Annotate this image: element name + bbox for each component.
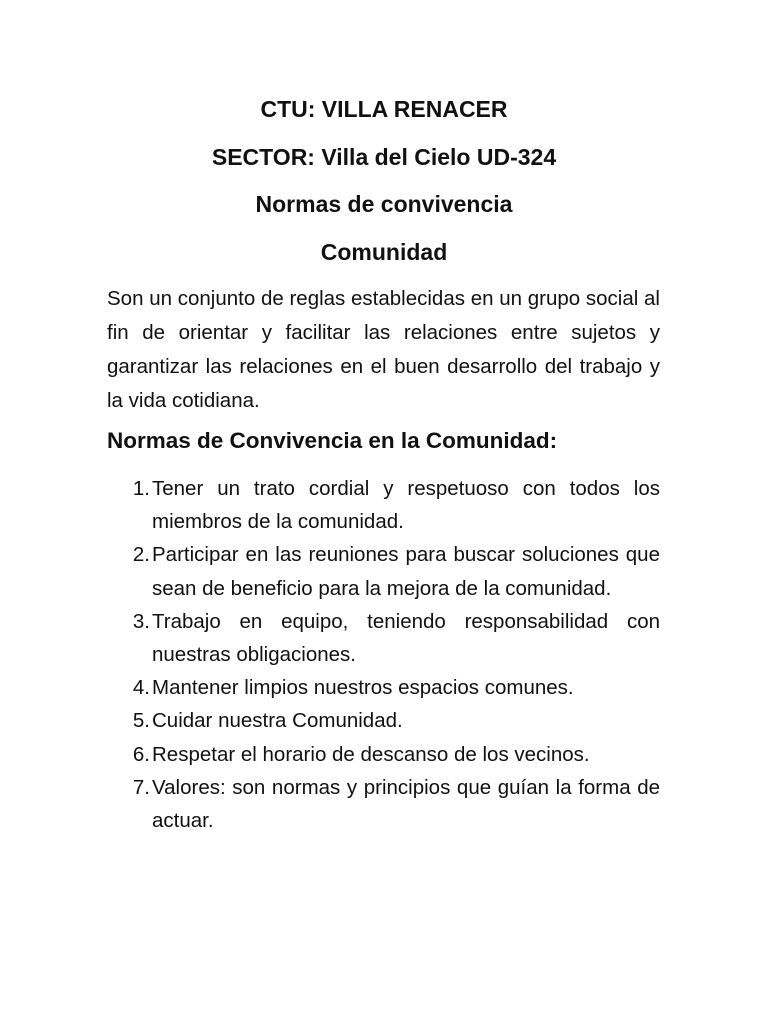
intro-paragraph: Son un conjunto de reglas establecidas en un grupo social al fin de orientar y facilitar las relaciones entre sujetos y garantizar las relaciones en el buen desarrollo del trabajo y la vida cotidiana.: [107, 287, 660, 412]
title-sector: SECTOR: Villa del Cielo UD-324: [211, 144, 557, 170]
rule-number: 1.: [132, 477, 150, 500]
rule-text: Tener un trato cordial y respetuoso con todos los miembros de la comunidad.: [152, 477, 660, 534]
rule-number: 7.: [132, 775, 150, 799]
section-heading: Normas de Convivencia en la Comunidad:: [107, 428, 558, 453]
rule-text: Participar en las reuniones para buscar soluciones que sean de beneficio para la mejora de la comunidad.: [152, 543, 660, 600]
rule-text: Cuidar nuestra Comunidad.: [152, 709, 403, 733]
rule-item-3: [107, 605, 660, 671]
title-ctu: CTU: VILLA RENACER: [260, 96, 508, 122]
rule-item-1: [107, 472, 660, 538]
rule-item-4: [107, 671, 660, 704]
rule-number: 4.: [132, 676, 150, 700]
rule-number: 5.: [132, 709, 150, 733]
title-normas: Normas de convivencia: [255, 191, 513, 217]
title-comunidad: Comunidad: [320, 239, 448, 265]
rule-number: 6.: [132, 742, 150, 766]
rule-text: Valores: son normas y principios que guían la forma de actuar.: [152, 775, 660, 833]
rule-item-6: [107, 738, 660, 771]
rule-text: Respetar el horario de descanso de los vecinos.: [152, 742, 590, 766]
rule-number: 3.: [132, 609, 150, 633]
rule-item-2: [107, 538, 660, 604]
rules-list: [107, 472, 660, 837]
rule-item-5: [107, 704, 660, 737]
rule-item-7: [107, 771, 660, 837]
rule-number: 2.: [132, 543, 150, 567]
rule-text: Mantener limpios nuestros espacios comunes.: [152, 676, 574, 700]
rule-text: Trabajo en equipo, teniendo responsabilidad con nuestras obligaciones.: [152, 609, 660, 667]
